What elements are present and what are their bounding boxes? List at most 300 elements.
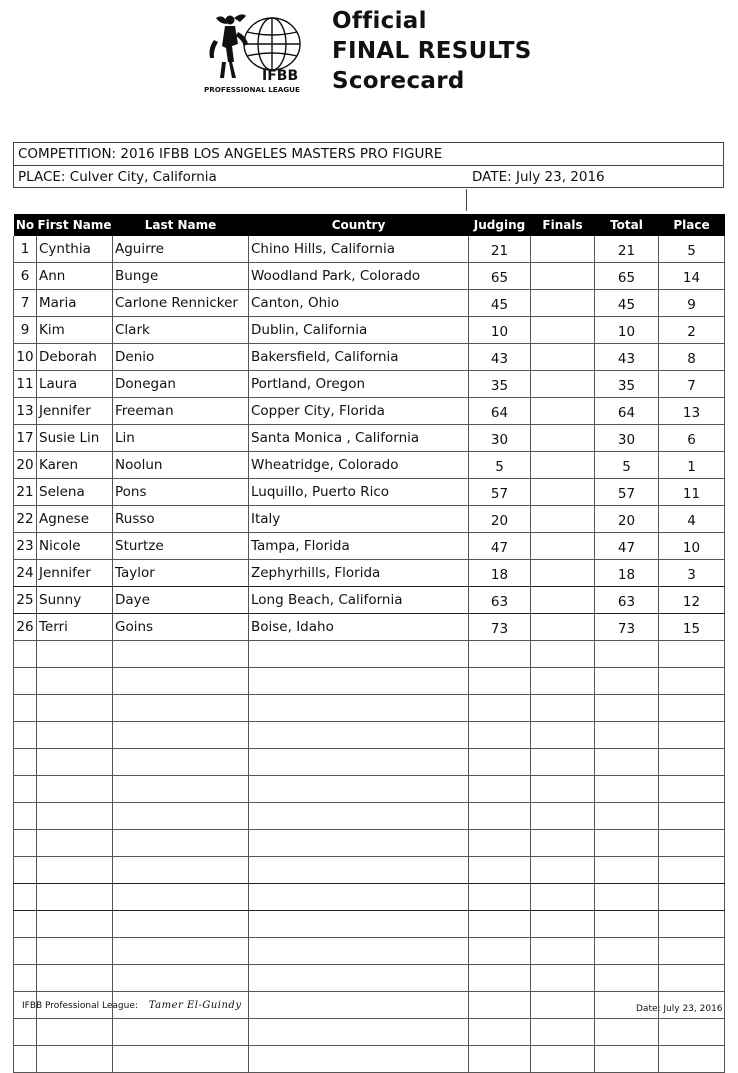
empty-table-row	[14, 749, 725, 776]
cell-finals	[531, 506, 595, 533]
cell-last: Goins	[113, 614, 249, 641]
cell-last: Bunge	[113, 263, 249, 290]
cell-finals	[531, 749, 595, 776]
cell-last	[113, 695, 249, 722]
cell-first	[37, 1019, 113, 1046]
cell-no	[14, 776, 37, 803]
cell-finals	[531, 479, 595, 506]
date-value: DATE: July 23, 2016	[472, 169, 605, 185]
results-table	[13, 214, 725, 1073]
cell-last	[113, 641, 249, 668]
cell-finals	[531, 992, 595, 1019]
cell-finals	[531, 290, 595, 317]
cell-country: Canton, Ohio	[249, 290, 469, 317]
cell-last	[113, 1019, 249, 1046]
scorecard-title	[332, 6, 532, 96]
cell-place: 12	[659, 587, 725, 614]
cell-judging: 65	[469, 263, 531, 290]
cell-first: Terri	[37, 614, 113, 641]
cell-country: Wheatridge, Colorado	[249, 452, 469, 479]
cell-last	[113, 776, 249, 803]
cell-judging: 35	[469, 371, 531, 398]
cell-country	[249, 965, 469, 992]
cell-no: 11	[14, 371, 37, 398]
cell-finals	[531, 776, 595, 803]
cell-total	[595, 749, 659, 776]
cell-first: Deborah	[37, 344, 113, 371]
header-country: Country	[249, 214, 469, 236]
cell-no: 21	[14, 479, 37, 506]
cell-first	[37, 857, 113, 884]
table-row	[14, 371, 725, 398]
cell-country	[249, 695, 469, 722]
cell-judging: 30	[469, 425, 531, 452]
cell-place	[659, 830, 725, 857]
cell-first: Maria	[37, 290, 113, 317]
empty-table-row	[14, 938, 725, 965]
table-row	[14, 344, 725, 371]
cell-no	[14, 668, 37, 695]
cell-place	[659, 641, 725, 668]
cell-total	[595, 911, 659, 938]
cell-first	[37, 668, 113, 695]
cell-place: 6	[659, 425, 725, 452]
cell-place	[659, 776, 725, 803]
cell-place	[659, 668, 725, 695]
cell-place: 3	[659, 560, 725, 587]
cell-first: Jennifer	[37, 398, 113, 425]
cell-finals	[531, 263, 595, 290]
cell-finals	[531, 1019, 595, 1046]
cell-finals	[531, 317, 595, 344]
place-date-row	[14, 166, 723, 188]
cell-country: Bakersfield, California	[249, 344, 469, 371]
cell-total: 43	[595, 344, 659, 371]
cell-last	[113, 722, 249, 749]
cell-country	[249, 668, 469, 695]
cell-last: Daye	[113, 587, 249, 614]
cell-no: 24	[14, 560, 37, 587]
cell-judging	[469, 1046, 531, 1073]
cell-first	[37, 695, 113, 722]
cell-place: 14	[659, 263, 725, 290]
cell-country: Long Beach, California	[249, 587, 469, 614]
cell-total: 73	[595, 614, 659, 641]
cell-first: Sunny	[37, 587, 113, 614]
empty-table-row	[14, 722, 725, 749]
cell-judging	[469, 668, 531, 695]
cell-country: Luquillo, Puerto Rico	[249, 479, 469, 506]
cell-total	[595, 641, 659, 668]
cell-judging	[469, 911, 531, 938]
cell-last: Taylor	[113, 560, 249, 587]
cell-total	[595, 1019, 659, 1046]
cell-total: 20	[595, 506, 659, 533]
cell-country: Chino Hills, California	[249, 236, 469, 263]
cell-first: Selena	[37, 479, 113, 506]
competition-name: COMPETITION: 2016 IFBB LOS ANGELES MASTERS PRO FIGURE	[18, 146, 443, 162]
cell-first: Ann	[37, 263, 113, 290]
cell-place	[659, 857, 725, 884]
cell-judging	[469, 695, 531, 722]
cell-last	[113, 965, 249, 992]
cell-country	[249, 641, 469, 668]
header-finals: Finals	[531, 214, 595, 236]
cell-no: 1	[14, 236, 37, 263]
cell-no	[14, 722, 37, 749]
cell-no	[14, 1019, 37, 1046]
cell-last: Donegan	[113, 371, 249, 398]
cell-place: 2	[659, 317, 725, 344]
cell-judging: 45	[469, 290, 531, 317]
cell-last: Freeman	[113, 398, 249, 425]
cell-last: Lin	[113, 425, 249, 452]
cell-judging	[469, 641, 531, 668]
cell-country: Boise, Idaho	[249, 614, 469, 641]
cell-judging: 5	[469, 452, 531, 479]
cell-first: Jennifer	[37, 560, 113, 587]
cell-total: 57	[595, 479, 659, 506]
footer-date: Date: July 23, 2016	[636, 1004, 723, 1014]
cell-last	[113, 884, 249, 911]
table-row	[14, 560, 725, 587]
cell-country: Santa Monica , California	[249, 425, 469, 452]
cell-first	[37, 965, 113, 992]
cell-first	[37, 938, 113, 965]
cell-judging: 21	[469, 236, 531, 263]
cell-country	[249, 1046, 469, 1073]
cell-place	[659, 1019, 725, 1046]
cell-total: 64	[595, 398, 659, 425]
cell-place	[659, 938, 725, 965]
cell-judging	[469, 884, 531, 911]
table-row	[14, 479, 725, 506]
table-row	[14, 290, 725, 317]
cell-total: 35	[595, 371, 659, 398]
table-row	[14, 614, 725, 641]
cell-last: Aguirre	[113, 236, 249, 263]
cell-country: Dublin, California	[249, 317, 469, 344]
cell-finals	[531, 965, 595, 992]
cell-first: Laura	[37, 371, 113, 398]
table-row	[14, 452, 725, 479]
cell-last	[113, 803, 249, 830]
cell-finals	[531, 884, 595, 911]
cell-no	[14, 749, 37, 776]
cell-no: 6	[14, 263, 37, 290]
cell-judging	[469, 803, 531, 830]
cell-country: Italy	[249, 506, 469, 533]
cell-last	[113, 830, 249, 857]
cell-total	[595, 776, 659, 803]
cell-total	[595, 695, 659, 722]
cell-judging	[469, 749, 531, 776]
empty-table-row	[14, 830, 725, 857]
cell-last	[113, 938, 249, 965]
cell-judging: 43	[469, 344, 531, 371]
cell-last: Denio	[113, 344, 249, 371]
cell-total: 5	[595, 452, 659, 479]
cell-total: 63	[595, 587, 659, 614]
cell-finals	[531, 425, 595, 452]
cell-first	[37, 749, 113, 776]
cell-no: 13	[14, 398, 37, 425]
cell-finals	[531, 398, 595, 425]
cell-place: 10	[659, 533, 725, 560]
cell-no: 26	[14, 614, 37, 641]
cell-first: Cynthia	[37, 236, 113, 263]
empty-table-row	[14, 1019, 725, 1046]
cell-judging: 10	[469, 317, 531, 344]
cell-finals	[531, 236, 595, 263]
table-header-row	[14, 214, 725, 236]
cell-country	[249, 992, 469, 1019]
cell-place: 9	[659, 290, 725, 317]
empty-table-row	[14, 911, 725, 938]
header-total: Total	[595, 214, 659, 236]
cell-finals	[531, 533, 595, 560]
cell-judging	[469, 830, 531, 857]
title-line-official: Official	[332, 8, 427, 34]
cell-last	[113, 749, 249, 776]
cell-country	[249, 911, 469, 938]
cell-judging	[469, 965, 531, 992]
cell-judging	[469, 722, 531, 749]
cell-total	[595, 857, 659, 884]
cell-country	[249, 938, 469, 965]
cell-place	[659, 911, 725, 938]
cell-no: 10	[14, 344, 37, 371]
cell-no: 7	[14, 290, 37, 317]
cell-no: 22	[14, 506, 37, 533]
cell-judging	[469, 776, 531, 803]
cell-judging: 73	[469, 614, 531, 641]
cell-first	[37, 830, 113, 857]
cell-no	[14, 1046, 37, 1073]
cell-place	[659, 965, 725, 992]
cell-finals	[531, 344, 595, 371]
cell-country	[249, 749, 469, 776]
cell-place	[659, 722, 725, 749]
cell-judging: 20	[469, 506, 531, 533]
cell-first	[37, 776, 113, 803]
header-judging: Judging	[469, 214, 531, 236]
svg-text:IFBB: IFBB	[262, 68, 299, 84]
cell-finals	[531, 668, 595, 695]
cell-country	[249, 884, 469, 911]
cell-last: Clark	[113, 317, 249, 344]
cell-no: 9	[14, 317, 37, 344]
cell-total	[595, 830, 659, 857]
cell-last: Pons	[113, 479, 249, 506]
cell-judging: 18	[469, 560, 531, 587]
cell-finals	[531, 452, 595, 479]
header-first-name: First Name	[37, 214, 113, 236]
cell-last: Carlone Rennicker	[113, 290, 249, 317]
cell-judging: 63	[469, 587, 531, 614]
cell-country: Tampa, Florida	[249, 533, 469, 560]
cell-total: 21	[595, 236, 659, 263]
table-row	[14, 533, 725, 560]
footer-signature-line	[22, 1000, 241, 1011]
cell-country: Woodland Park, Colorado	[249, 263, 469, 290]
competition-info-box	[13, 142, 724, 188]
table-row	[14, 263, 725, 290]
cell-no	[14, 830, 37, 857]
header-last-name: Last Name	[113, 214, 249, 236]
cell-no	[14, 641, 37, 668]
cell-judging	[469, 1019, 531, 1046]
cell-last	[113, 668, 249, 695]
cell-place	[659, 695, 725, 722]
table-row	[14, 236, 725, 263]
cell-country	[249, 722, 469, 749]
cell-first	[37, 803, 113, 830]
cell-total	[595, 803, 659, 830]
league-label: IFBB Professional League:	[22, 1001, 138, 1011]
cell-no	[14, 884, 37, 911]
empty-table-row	[14, 965, 725, 992]
empty-table-row	[14, 857, 725, 884]
cell-no	[14, 938, 37, 965]
cell-judging: 64	[469, 398, 531, 425]
cell-finals	[531, 911, 595, 938]
cell-last	[113, 911, 249, 938]
cell-total	[595, 668, 659, 695]
cell-last	[113, 1046, 249, 1073]
cell-finals	[531, 641, 595, 668]
cell-place: 1	[659, 452, 725, 479]
cell-no: 23	[14, 533, 37, 560]
svg-text:PROFESSIONAL LEAGUE: PROFESSIONAL LEAGUE	[204, 85, 300, 94]
table-row	[14, 317, 725, 344]
table-row	[14, 425, 725, 452]
cell-place	[659, 749, 725, 776]
cell-place: 15	[659, 614, 725, 641]
cell-country	[249, 830, 469, 857]
cell-place	[659, 884, 725, 911]
cell-country: Portland, Oregon	[249, 371, 469, 398]
cell-finals	[531, 830, 595, 857]
cell-judging	[469, 857, 531, 884]
cell-country	[249, 776, 469, 803]
empty-table-row	[14, 884, 725, 911]
cell-no	[14, 857, 37, 884]
cell-judging	[469, 992, 531, 1019]
cell-total	[595, 1046, 659, 1073]
competition-row	[14, 143, 723, 166]
cell-last	[113, 857, 249, 884]
cell-finals	[531, 371, 595, 398]
cell-judging: 47	[469, 533, 531, 560]
cell-place: 5	[659, 236, 725, 263]
header-no: No	[14, 214, 37, 236]
cell-total: 47	[595, 533, 659, 560]
cell-country	[249, 803, 469, 830]
cell-no: 20	[14, 452, 37, 479]
empty-table-row	[14, 641, 725, 668]
cell-first: Karen	[37, 452, 113, 479]
cell-judging	[469, 938, 531, 965]
cell-country: Copper City, Florida	[249, 398, 469, 425]
empty-table-row	[14, 776, 725, 803]
cell-first	[37, 1046, 113, 1073]
cell-place: 4	[659, 506, 725, 533]
cell-total	[595, 884, 659, 911]
cell-last: Russo	[113, 506, 249, 533]
place-value: PLACE: Culver City, California	[18, 169, 217, 185]
cell-place	[659, 1046, 725, 1073]
cell-total	[595, 938, 659, 965]
cell-no	[14, 911, 37, 938]
empty-table-row	[14, 695, 725, 722]
cell-place: 13	[659, 398, 725, 425]
cell-first: Nicole	[37, 533, 113, 560]
cell-no	[14, 965, 37, 992]
cell-first	[37, 722, 113, 749]
cell-no	[14, 803, 37, 830]
cell-country	[249, 1019, 469, 1046]
cell-last: Noolun	[113, 452, 249, 479]
cell-total: 45	[595, 290, 659, 317]
cell-first: Kim	[37, 317, 113, 344]
cell-no	[14, 695, 37, 722]
cell-no: 25	[14, 587, 37, 614]
empty-table-row	[14, 803, 725, 830]
cell-total: 65	[595, 263, 659, 290]
cell-finals	[531, 938, 595, 965]
header-place: Place	[659, 214, 725, 236]
cell-finals	[531, 695, 595, 722]
cell-no: 17	[14, 425, 37, 452]
table-row	[14, 506, 725, 533]
cell-total	[595, 722, 659, 749]
cell-total: 18	[595, 560, 659, 587]
cell-country	[249, 857, 469, 884]
cell-first: Susie Lin	[37, 425, 113, 452]
cell-finals	[531, 1046, 595, 1073]
official-signature: Tamer El-Guindy	[148, 1000, 242, 1011]
cell-total: 10	[595, 317, 659, 344]
info-divider	[466, 189, 467, 211]
table-row	[14, 587, 725, 614]
cell-first	[37, 641, 113, 668]
cell-first	[37, 884, 113, 911]
cell-finals	[531, 560, 595, 587]
cell-place: 7	[659, 371, 725, 398]
cell-place	[659, 803, 725, 830]
title-line-scorecard: Scorecard	[332, 68, 465, 94]
cell-finals	[531, 614, 595, 641]
cell-last: Sturtze	[113, 533, 249, 560]
cell-total	[595, 965, 659, 992]
cell-country: Zephyrhills, Florida	[249, 560, 469, 587]
ifbb-logo	[196, 10, 322, 96]
empty-table-row	[14, 668, 725, 695]
cell-place: 8	[659, 344, 725, 371]
cell-finals	[531, 587, 595, 614]
cell-judging: 57	[469, 479, 531, 506]
empty-table-row	[14, 1046, 725, 1073]
cell-finals	[531, 803, 595, 830]
cell-finals	[531, 857, 595, 884]
cell-place: 11	[659, 479, 725, 506]
cell-first: Agnese	[37, 506, 113, 533]
cell-finals	[531, 722, 595, 749]
table-row	[14, 398, 725, 425]
title-line-final-results: FINAL RESULTS	[332, 38, 532, 64]
cell-total: 30	[595, 425, 659, 452]
